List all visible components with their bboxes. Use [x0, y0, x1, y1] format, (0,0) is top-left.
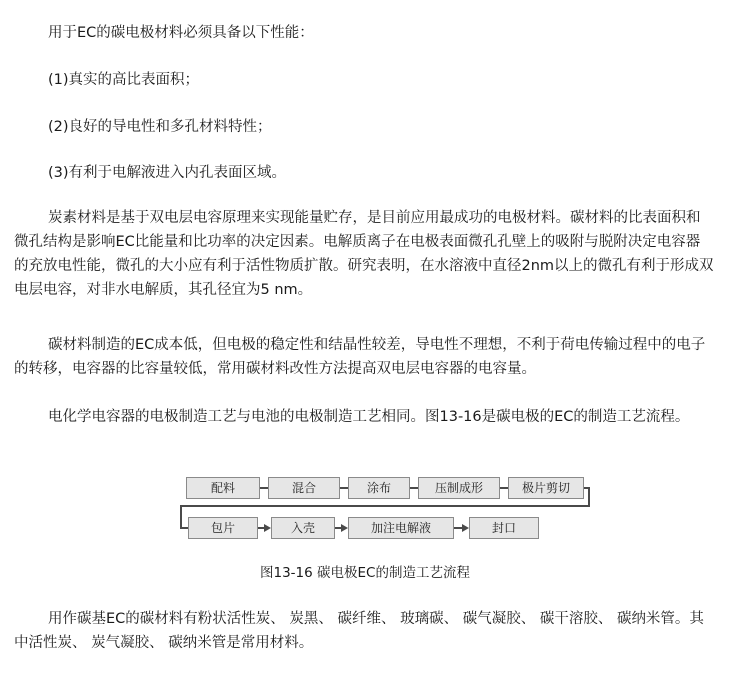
flow-step-casing: 入壳	[271, 517, 335, 539]
requirement-3: (3)有利于电解液进入内孔表面区域。	[48, 165, 287, 181]
flow-connector	[180, 505, 590, 507]
flow-connector	[588, 487, 590, 507]
paragraph-materials: 用作碳基EC的碳材料有粉状活性炭、 炭黑、 碳纤维、 玻璃碳、 碳气凝胶、 碳干溶胶、 碳纳米管。其中活性炭、 炭气凝胶、 碳纳米管是常用材料。	[14, 611, 704, 651]
flow-step-electrolyte: 加注电解液	[348, 517, 454, 539]
figure-caption: 图13-16 碳电极EC的制造工艺流程	[260, 565, 470, 581]
flow-step-cutting: 极片剪切	[508, 477, 584, 499]
flow-step-wrapping: 包片	[188, 517, 258, 539]
paragraph-process: 电化学电容器的电极制造工艺与电池的电极制造工艺相同。图13-16是碳电极的EC的制造工艺流程。	[48, 409, 690, 425]
flow-connector	[410, 487, 418, 489]
flow-connector	[180, 527, 188, 529]
flow-step-batching: 配料	[186, 477, 260, 499]
arrow-right-icon	[341, 524, 348, 532]
flow-connector	[180, 505, 182, 529]
arrow-right-icon	[264, 524, 271, 532]
arrow-right-icon	[462, 524, 469, 532]
flow-connector	[454, 527, 462, 529]
flow-step-mixing: 混合	[268, 477, 340, 499]
flow-connector	[500, 487, 508, 489]
requirement-1: (1)真实的高比表面积；	[48, 72, 200, 88]
paragraph-carbon-materials: 炭素材料是基于双电层电容原理来实现能量贮存，是目前应用最成功的电极材料。碳材料的比表面积和微孔结构是影响EC比能量和比功率的决定因素。电解质离子在电极表面微孔孔壁上的吸附与脱附决定电容器的充放电性能，微孔的大小应有利于活性物质扩散。研究表明，在水溶液中直径2nm以上的微孔有利于形成双电层电容，对非水电解质，其孔径宜为5 nm。	[14, 210, 714, 298]
flow-connector	[340, 487, 348, 489]
intro-line: 用于EC的碳电极材料必须具备以下性能：	[48, 25, 314, 41]
flow-step-sealing: 封口	[469, 517, 539, 539]
paragraph-cost: 碳材料制造的EC成本低，但电极的稳定性和结晶性较差，导电性不理想，不利于荷电传输过程中的电子的转移，电容器的比容量较低，常用碳材料改性方法提高双电层电容器的电容量。	[14, 337, 706, 377]
process-flow-diagram	[180, 473, 592, 545]
flow-connector	[260, 487, 268, 489]
flow-step-pressing: 压制成形	[418, 477, 500, 499]
requirement-2: (2)良好的导电性和多孔材料特性；	[48, 119, 272, 135]
flow-step-coating: 涂布	[348, 477, 410, 499]
